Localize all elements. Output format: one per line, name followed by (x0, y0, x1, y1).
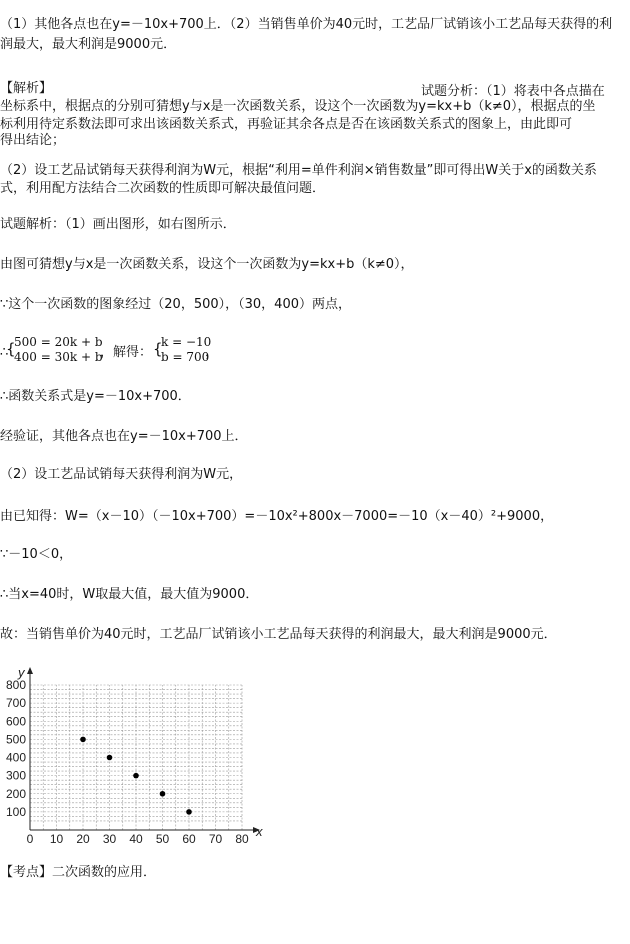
answer-line-1: （1）其他各点也在y=－10x+700上．（2）当销售单价为40元时，工艺品厂试销该小工艺品每天获得的利 (0, 17, 613, 32)
y-axis-arrow (27, 667, 33, 674)
footer-text: 二次函数的应用． (52, 865, 157, 880)
part2-setup: （2）设工艺品试销每天获得利润为W元， (0, 467, 243, 482)
solution-function: ∴函数关系式是y=－10x+700． (0, 389, 191, 404)
y-tick-label: 200 (5, 786, 26, 801)
system-prefix: ∴ (0, 345, 9, 360)
y-tick-label: 500 (5, 732, 26, 747)
answer-line-2: 润最大，最大利润是9000元． (0, 37, 177, 52)
y-tick-label: 100 (5, 804, 26, 819)
analysis-line-2: 标利用待定系数法即可求出该函数关系式，再验证其余各点是否在该函数关系式的图象上，由此即可 (0, 117, 573, 132)
solution-eq-1: k = −10 (161, 335, 212, 349)
x-tick-label: 30 (102, 832, 117, 846)
y-tick-label: 600 (5, 714, 26, 729)
conclusion: 故：当销售单价为40元时，工艺品厂试销该小工艺品每天获得的利润最大，最大利润是9000元． (0, 627, 557, 642)
x-axis-label: x (256, 824, 263, 839)
analysis-part2-line-2: 式，利用配方法结合二次函数的性质即可解决最值问题． (0, 181, 326, 196)
data-point (80, 737, 86, 743)
part2-negative: ∵－10＜0， (0, 547, 73, 562)
data-point (133, 773, 139, 779)
analysis-heading: 【解析】 (0, 81, 53, 96)
analysis-side-note: 试题分析：（1）将表中各点描在 (421, 84, 605, 99)
data-point (160, 791, 166, 797)
analysis-part2-line-1: （2）设工艺品试销每天获得利润为W元，根据“利用=单件利润×销售数量”即可得出W关于x的函数关系 (0, 163, 597, 178)
system-eq-2: 400 = 30k + b (14, 350, 103, 364)
solution-intro: 试题解析：（1）画出图形，如右图所示． (0, 217, 236, 232)
x-tick-label: 60 (182, 832, 196, 846)
scatter-chart (0, 656, 270, 846)
y-tick-label: 800 (5, 678, 26, 692)
part2-equation: 由已知得：W=（x－10）（－10x+700）=－10x²+800x－7000=－10（x－40）²+9000， (0, 509, 554, 524)
x-tick-label: 70 (208, 832, 223, 846)
solution-suffix: ， (205, 345, 219, 360)
x-tick-label: 20 (76, 832, 90, 846)
solution-guess: 由图可猜想y与x是一次函数关系，设这个一次函数为y=kx+b（k≠0）， (0, 257, 414, 272)
x-tick-label: 0 (26, 832, 34, 846)
analysis-line-1: 坐标系中，根据点的分别可猜想y与x是一次函数关系，设这个一次函数为y=kx+b（k≠0），根据点的坐 (0, 99, 596, 114)
footer-line (0, 864, 156, 882)
solution-passes: ∵这个一次函数的图象经过（20，500），（30，400）两点， (0, 297, 351, 312)
y-tick-label: 300 (5, 768, 26, 783)
x-tick-label: 40 (129, 832, 143, 846)
system-eq-1: 500 = 20k + b (14, 335, 103, 349)
data-point (107, 755, 113, 761)
y-axis-label: y (18, 665, 25, 680)
system-brace: { (6, 340, 16, 358)
data-point (186, 809, 192, 815)
x-tick-label: 80 (235, 832, 249, 846)
y-tick-label: 700 (5, 696, 26, 711)
solution-eq-2: b = 700 (161, 350, 210, 364)
solution-brace: { (153, 340, 163, 358)
analysis-line-3: 得出结论； (0, 133, 66, 148)
x-tick-label: 10 (49, 832, 64, 846)
solution-verify: 经验证，其他各点也在y=－10x+700上． (0, 429, 248, 444)
y-tick-label: 400 (5, 750, 26, 765)
x-tick-label: 50 (155, 832, 170, 846)
solve-label: ，解得： (100, 345, 153, 360)
footer-tag: 【考点】 (0, 865, 53, 880)
part2-maximum: ∴当x=40时，W取最大值，最大值为9000． (0, 587, 259, 602)
